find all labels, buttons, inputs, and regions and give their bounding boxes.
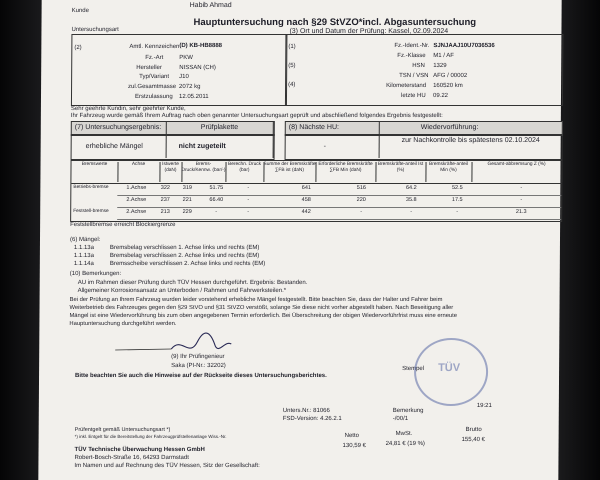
mangel-text: Bremsbelag verschlissen 2. Achse links und rechts (EM) [109, 253, 260, 259]
hersteller-label: Hersteller [136, 65, 162, 71]
brake-cell-z: 21.3 [515, 209, 527, 215]
maengel-title: (6) Mängel: [69, 237, 101, 243]
pruefentgelt-note: *) inkl. Entgelt für die Bereitstellung der Fahrzeugprüfstellenanlage Wiss.-Nr. [74, 434, 227, 439]
kennzeichen-value: (D) KB-HB8888 [179, 43, 223, 49]
brake-header-cell: Erforderliche Bremskräfte ∑FB Min (daN) [315, 162, 376, 182]
brake-cell-ist2: 229 [182, 209, 192, 215]
brake-cell-anteil_min: 17.5 [451, 197, 463, 203]
pruefer-label: (9) Ihr Prüfingenieur [171, 354, 225, 360]
brake-cell-erforderlich: 220 [356, 197, 366, 203]
brutto-label: Brutto [465, 427, 482, 433]
brake-table [70, 160, 562, 222]
intro-text: Ihr Fahrzeug wurde gemäß Ihrem Auftrag nach oben genannter Untersuchungsart geprüft und abschließend folgendes Ergebnis festgestellt: [70, 113, 443, 119]
fsd-version: FSD-Version: 4.26.2.1 [282, 416, 342, 422]
hsn-value: 1329 [433, 63, 447, 69]
brake-note: Feststellbremse erreicht Blockiergrenze [70, 222, 176, 228]
fzart-label: Fz.-Art [145, 55, 164, 61]
maengel-paragraph-1: Bei der Prüfung an Ihrem Fahrzeug wurden leider vorstehend erhebliche Mängel festgestellt. Bitte beachten Sie, dass der Halter und Fahrer beim [69, 297, 443, 303]
box-2-number: (2) [74, 45, 82, 51]
stamp-text: TÜV [438, 362, 461, 374]
mangel-code: 1.1.14a [73, 261, 94, 267]
brake-cell-berechn: - [247, 185, 250, 191]
brake-header-cell: Achse [117, 162, 160, 182]
brake-cell-z: - [520, 185, 523, 191]
brake-header-cell: Summe der Bremskräfte ∑FB ist (daN) [263, 162, 316, 182]
mwst-label: MwSt. [395, 431, 413, 437]
company-auftrag: Im Namen und auf Rechnung des TÜV Hessen, Sitz der Gesellschaft: [74, 463, 260, 469]
brake-cell-achse: 1.Achse [126, 185, 147, 191]
brake-table-header [71, 161, 561, 184]
inspection-report-document [38, 0, 561, 480]
brake-header-cell: Gesamt-abbremsung Z (%) [471, 162, 562, 182]
brake-header-cell: Bremskräfte-anteil Min (%) [425, 162, 472, 182]
plakette-label: Prüfplakette [200, 124, 239, 131]
kennzeichen-label: Amtl. Kennzeichen [129, 44, 180, 50]
naechste-hu-label: (8) Nächste HU: [288, 124, 339, 131]
fzident-label: Fz.-Ident.-Nr. [394, 43, 430, 49]
bemerkung-value: -/00/1 [392, 416, 409, 422]
netto-value: 130,59 € [342, 443, 366, 449]
ergebnis-value: erhebliche Mängel [85, 143, 143, 150]
brake-header-cell: Bremskräfte-anteil Ist (%) [375, 162, 426, 182]
bemerkung-au: AU im Rahmen dieser Prüfung durch TÜV Hessen durchgeführt. Ergebnis: Bestanden. [77, 280, 308, 286]
mwst-value: 24,81 € (19 %) [385, 441, 425, 447]
brake-cell-ist: 213 [160, 209, 170, 215]
km-label: Kilometerstand [386, 83, 427, 89]
brake-cell-erforderlich: 516 [356, 185, 366, 191]
typ-label: Typ/Variant [139, 74, 170, 80]
company-address: Robert-Bosch-Straße 16, 64293 Darmstadt [74, 455, 189, 461]
stempel-label: Stempel [402, 366, 425, 372]
mangel-code: 1.1.13a [73, 253, 94, 259]
mangel-text: Bremsbelag verschlissen 1. Achse links und rechts (EM) [109, 245, 260, 251]
brake-cell-ist2: 221 [182, 197, 192, 203]
mangel-text: Bremsscheibe verschlissen 2. Achse links und rechts (EM) [109, 261, 266, 267]
brake-cell-erforderlich: - [360, 209, 363, 215]
brake-cell-ist: 322 [160, 185, 170, 191]
bemerkungen-title: (10) Bemerkungen: [69, 271, 122, 277]
bemerkung-label: Bemerkung [392, 408, 424, 414]
brake-row-divider [117, 219, 561, 220]
naechste-hu-value: - [323, 143, 327, 150]
tsn-value: AFG / 00002 [433, 73, 468, 79]
pruefort-datum: (3) Ort und Datum der Prüfung: Kassel, 02.09.2024 [289, 28, 449, 35]
rueckseite-hinweis: Bitte beachten Sie auch die Hinweise auf der Rückseite dieses Untersuchungsberichtes. [75, 373, 327, 379]
tuev-stamp [414, 338, 488, 406]
box-5-number: (5) [288, 63, 296, 69]
maengel-paragraph-3: Mängel ist eine Wiedervorführung bis zum oben angegebenen Termin erforderlich. Bei Überschreitung der obigen Wiedervorführfrist muss eine erneute [69, 313, 458, 319]
plakette-value: nicht zugeteilt [178, 143, 226, 150]
brake-cell-anteil_ist: 35.8 [405, 197, 417, 203]
maengel-paragraph-4: Hauptuntersuchung durchgeführt werden. [69, 321, 177, 327]
box-4-number: (4) [288, 82, 296, 88]
unters-nr: Unters.Nr.: 81066 [282, 408, 330, 414]
wiedervorfuehrung-label: Wiedervorführung: [420, 124, 479, 131]
fzklasse-value: M1 / AF [433, 53, 454, 59]
wiedervorfuehrung-value: zur Nachkontrolle bis spätestens 02.10.2024 [401, 137, 540, 144]
erstzulassung-value: 12.05.2011 [178, 94, 209, 100]
brake-cell-ist: 237 [160, 197, 170, 203]
mangel-code: 1.1.13a [73, 245, 94, 251]
brake-cell-achse: 2.Achse [126, 197, 147, 203]
letzte-hu-label: letzte HU [400, 93, 426, 99]
brake-cell-achse: 2.Achse [126, 209, 147, 215]
brake-table-body [71, 183, 561, 221]
brake-cell-z: - [520, 197, 523, 203]
company-name: TÜV Technische Überwachung Hessen GmbH [74, 447, 205, 453]
pruefentgelt-label: Prüfentgelt gemäß Untersuchungsart *) [74, 427, 171, 433]
fzklasse-label: Fz.-Klasse [397, 53, 426, 59]
gesamtmasse-label: zul.Gesamtmasse [128, 84, 177, 90]
hsn-label: HSN [412, 63, 425, 69]
brake-cell-ist2: 319 [182, 185, 192, 191]
gesamtmasse-value: 2072 kg [179, 84, 201, 90]
brake-header-cell: Istwerte (daN) [159, 162, 182, 182]
box-1-number: (1) [288, 44, 296, 50]
brake-cell-druck: 51.75 [209, 185, 224, 191]
background-left [0, 0, 42, 480]
kunde-label: Kunde [71, 8, 89, 14]
fzident-value: SJNJAAJ10U7036536 [433, 43, 495, 49]
signature-scribble [111, 328, 261, 356]
pruefer-name: Saka (PI-Nr.: 32202) [171, 363, 226, 369]
netto-label: Netto [344, 433, 359, 439]
brake-row-divider [117, 195, 561, 196]
brake-row-divider [117, 207, 561, 208]
brake-cell-anteil_ist: - [410, 209, 413, 215]
bemerkung-korrosion: Allgemeiner Korrosionsansatz an Unterboden / Rahmen und Fahrwerksteilen.* [77, 288, 287, 294]
print-time: 19:21 [476, 403, 492, 409]
km-value: 160520 km [433, 83, 463, 89]
brake-group-label: Feststell-bremse [73, 209, 109, 214]
greeting: Sehr geehrte Kundin, sehr geehrter Kunde, [70, 106, 186, 112]
brake-cell-druck: - [215, 209, 218, 215]
letzte-hu-value: 09.22 [432, 93, 449, 99]
brutto-value: 155,40 € [461, 437, 485, 443]
brake-header-cell: Bremswerte [71, 162, 118, 182]
maengel-paragraph-2: Weiterbetrieb des Fahrzeuges gegen den §29 StVO und §31 StVZO verstößt, solange Sie diese nicht vorher abgestellt haben. Nach Beseitigung aller [69, 305, 454, 311]
erstzulassung-label: Erstzulassung [134, 94, 173, 100]
typ-value: J10 [179, 74, 189, 80]
brake-cell-summe: 641 [301, 185, 311, 191]
brake-cell-berechn: - [247, 197, 250, 203]
brake-cell-anteil_min: 52.5 [451, 185, 463, 191]
brake-cell-summe: 458 [301, 197, 311, 203]
ergebnis-label: (7) Untersuchungsergebnis: [74, 124, 162, 131]
untersuchungsart-label: Untersuchungsart [71, 27, 119, 33]
brake-header-cell: Berechn. Druck (bar) [225, 162, 264, 182]
kunde-value: Habib Ahmad [189, 2, 232, 9]
hersteller-value: NISSAN (CH) [179, 65, 216, 71]
brake-cell-anteil_min: - [456, 209, 459, 215]
brake-group-label: Betriebs-bremse [73, 185, 109, 190]
brake-cell-summe: 442 [301, 209, 311, 215]
report-title: Hauptuntersuchung nach §29 StVZO*incl. Abgasuntersuchung [193, 17, 477, 28]
brake-cell-berechn: - [247, 209, 250, 215]
fzart-value: PKW [179, 55, 193, 61]
brake-cell-druck: 66.40 [209, 197, 224, 203]
brake-cell-anteil_ist: 64.2 [405, 185, 417, 191]
tsn-label: TSN / VSN [399, 73, 429, 79]
brake-header-cell: Brems-Druck/Kennw. (bar/-) [181, 162, 226, 182]
